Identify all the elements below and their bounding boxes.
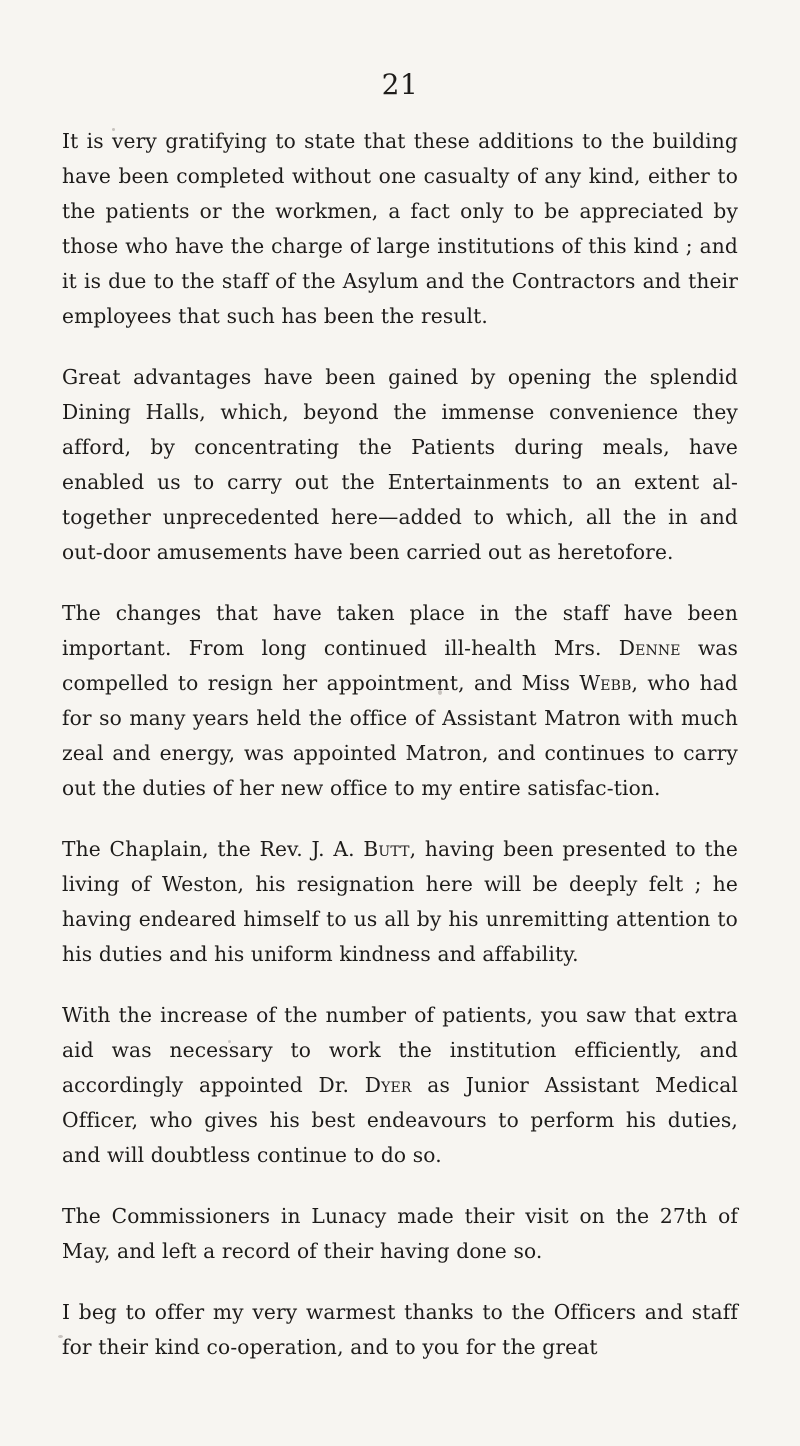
text-run: With the increase of the number of patients, you saw that extra aid was necessary to work the institution efficiently, and accordingly appointed Dr. (62, 1003, 738, 1097)
name-dyer: Dyer (364, 1073, 412, 1097)
body-text (62, 124, 738, 1365)
text-run: , who had for so many years held the office of Assistant Matron with much zeal and energy, was appointed Matron, and continues to carry out the duties of her new office to my entire satisfac-tion. (62, 671, 738, 800)
paper-speck (112, 128, 115, 131)
paragraph-thanks: I beg to offer my very warmest thanks to the Officers and staff for their kind co-operation, and to you for the great (62, 1300, 738, 1359)
paper-speck (228, 1040, 231, 1043)
paragraph-staff-changes (62, 596, 738, 806)
name-denne: Denne (618, 636, 681, 660)
paragraph-medical-officer (62, 998, 738, 1173)
name-webb: Webb (579, 671, 632, 695)
text-run: was compelled to resign her appointment, and Miss (62, 636, 738, 695)
text-run: , having been presented to the living of Weston, his resignation here will be deeply felt ; he having endeared himself to us all by his unremitting attention to his duties and his uniform kindness and affability. (62, 837, 739, 966)
text-run: The Chaplain, the Rev. J. A. (62, 837, 364, 861)
name-butt: Butt (363, 837, 410, 861)
paragraph-chaplain (62, 832, 738, 972)
text-run: The changes that have taken place in the staff have been important. From long continued ill-health Mrs. (62, 601, 738, 660)
paragraph-commissioners: The Commissioners in Lunacy made their visit on the 27th of May, and left a record of their having done so. (62, 1204, 738, 1263)
page-number: 21 (381, 68, 419, 101)
paper-speck (438, 690, 442, 695)
paper-speck (58, 1335, 63, 1338)
paragraph-dining-halls: Great advantages have been gained by opening the splendid Dining Halls, which, beyond the immense convenience they afford, by concentrating the Patients during meals, have enabled us to carry out the Entertainments to an extent al-together unprecedented here—added to which, all the in and out-door amusements have been carried out as heretofore. (62, 365, 738, 564)
paragraph-additions: It is very gratifying to state that these additions to the building have been completed without one casualty of any kind, either to the patients or the workmen, a fact only to be appreciated by those who have the charge of large institutions of this kind ; and it is due to the staff of the Asylum and the Contractors and their employees that such has been the result. (62, 129, 738, 328)
text-run: as Junior Assistant Medical Officer, who gives his best endeavours to perform his duties, and will doubtless continue to do so. (62, 1073, 738, 1167)
